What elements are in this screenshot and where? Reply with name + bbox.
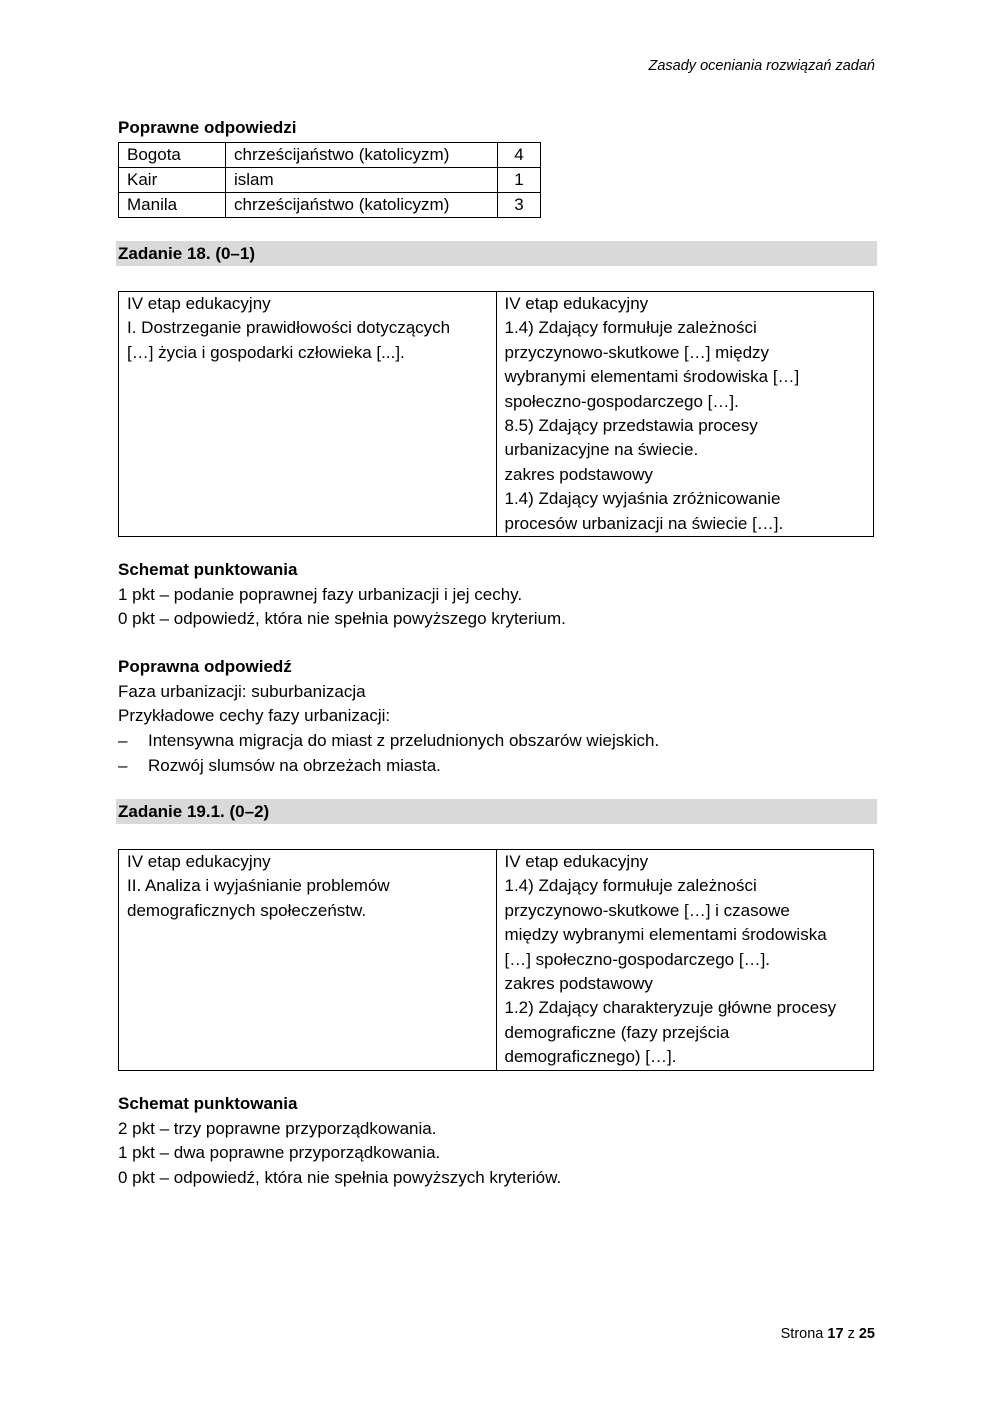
task19-detailed-requirements — [496, 850, 874, 1071]
req-line: 1.4) Zdający wyjaśnia zróżnicowanie — [504, 489, 781, 509]
req-line: demograficznego) […]. — [504, 1047, 677, 1067]
city-cell: Kair — [119, 168, 226, 193]
req-line: IV etap edukacyjny — [127, 294, 271, 313]
religion-cell: islam — [226, 168, 498, 193]
list-item — [118, 754, 878, 779]
scoring-line: 0 pkt – odpowiedź, która nie spełnia powyższych kryteriów. — [118, 1167, 562, 1187]
task18-requirements-table — [118, 291, 874, 537]
req-line: między wybranymi elementami środowiska — [504, 925, 827, 945]
req-line: demograficznych społeczeństw. — [127, 900, 367, 920]
table-row — [119, 850, 874, 1071]
scoring-heading: Schemat punktowania — [118, 560, 298, 579]
task19-general-requirements — [119, 850, 497, 1071]
task19-requirements-table — [118, 849, 874, 1071]
req-line: 1.4) Zdający formułuje zależności — [504, 318, 757, 338]
page-footer — [781, 1326, 875, 1342]
answers-table — [118, 142, 541, 218]
req-line: I. Dostrzeganie prawidłowości dotyczących — [127, 318, 451, 338]
req-line: IV etap edukacyjny — [127, 852, 271, 871]
req-line: zakres podstawowy — [504, 974, 653, 994]
task19-scoring — [118, 1092, 561, 1190]
table-row — [119, 143, 541, 168]
table-row — [119, 168, 541, 193]
task18-title: Zadanie 18. (0–1) — [118, 244, 256, 263]
answer-line: Przykładowe cechy fazy urbanizacji: — [118, 706, 391, 725]
city-cell: Bogota — [119, 143, 226, 168]
answer-heading: Poprawna odpowiedź — [118, 657, 292, 676]
task18-title-bar — [116, 241, 877, 266]
dash-bullet: – — [118, 756, 128, 775]
scoring-line: 1 pkt – dwa poprawne przyporządkowania. — [118, 1143, 441, 1162]
req-line: zakres podstawowy — [504, 464, 653, 484]
religion-cell: chrześcijaństwo (katolicyzm) — [226, 193, 498, 218]
req-line: wybranymi elementami środowiska […] — [504, 367, 800, 387]
task19-title-bar — [116, 799, 877, 824]
req-line: demograficzne (fazy przejścia — [504, 1022, 730, 1042]
religion-cell: chrześcijaństwo (katolicyzm) — [226, 143, 498, 168]
number-cell: 1 — [498, 168, 541, 193]
req-line: przyczynowo-skutkowe […] między — [504, 342, 770, 362]
scoring-heading: Schemat punktowania — [118, 1094, 298, 1113]
task18-general-requirements — [119, 292, 497, 537]
req-line: IV etap edukacyjny — [504, 852, 649, 871]
footer-label: Strona — [780, 1326, 824, 1342]
table-row — [119, 292, 874, 537]
task18-detailed-requirements — [496, 292, 874, 537]
list-item — [118, 729, 878, 754]
req-line: 1.2) Zdający charakteryzuje główne procesy — [504, 998, 837, 1018]
number-cell: 3 — [498, 193, 541, 218]
req-line: procesów urbanizacji na świecie […]. — [504, 513, 784, 533]
task18-answer — [118, 655, 878, 779]
scoring-line: 1 pkt – podanie poprawnej fazy urbanizacji i jej cechy. — [118, 584, 523, 604]
number-cell: 4 — [498, 143, 541, 168]
page-header-title: Zasady oceniania rozwiązań zadań — [648, 58, 875, 74]
req-line: 1.4) Zdający formułuje zależności — [504, 876, 757, 896]
req-line: społeczno-gospodarczego […]. — [504, 391, 739, 411]
task19-title: Zadanie 19.1. (0–2) — [118, 802, 270, 821]
table-row — [119, 193, 541, 218]
footer-sep: z — [847, 1326, 855, 1342]
req-line: […] społeczno-gospodarczego […]. — [504, 949, 771, 969]
req-line: IV etap edukacyjny — [504, 294, 649, 313]
req-line: II. Analiza i wyjaśnianie problemów — [127, 876, 390, 896]
dash-bullet: – — [118, 730, 128, 750]
answers-heading: Poprawne odpowiedzi — [118, 118, 297, 137]
task18-scoring — [118, 558, 566, 632]
list-item-text: Rozwój slumsów na obrzeżach miasta. — [148, 756, 441, 775]
answer-line: Faza urbanizacji: suburbanizacja — [118, 681, 366, 701]
req-line: 8.5) Zdający przedstawia procesy — [504, 416, 758, 436]
scoring-line: 0 pkt – odpowiedź, która nie spełnia powyższego kryterium. — [118, 609, 566, 628]
req-line: […] życia i gospodarki człowieka [...]. — [127, 342, 405, 362]
page-number: 17 — [827, 1326, 844, 1342]
req-line: przyczynowo-skutkowe […] i czasowe — [504, 900, 790, 920]
scoring-line: 2 pkt – trzy poprawne przyporządkowania. — [118, 1118, 437, 1138]
req-line: urbanizacyjne na świecie. — [504, 440, 699, 460]
list-item-text: Intensywna migracja do miast z przeludnionych obszarów wiejskich. — [148, 730, 660, 750]
page-total: 25 — [858, 1326, 875, 1342]
city-cell: Manila — [119, 193, 226, 218]
